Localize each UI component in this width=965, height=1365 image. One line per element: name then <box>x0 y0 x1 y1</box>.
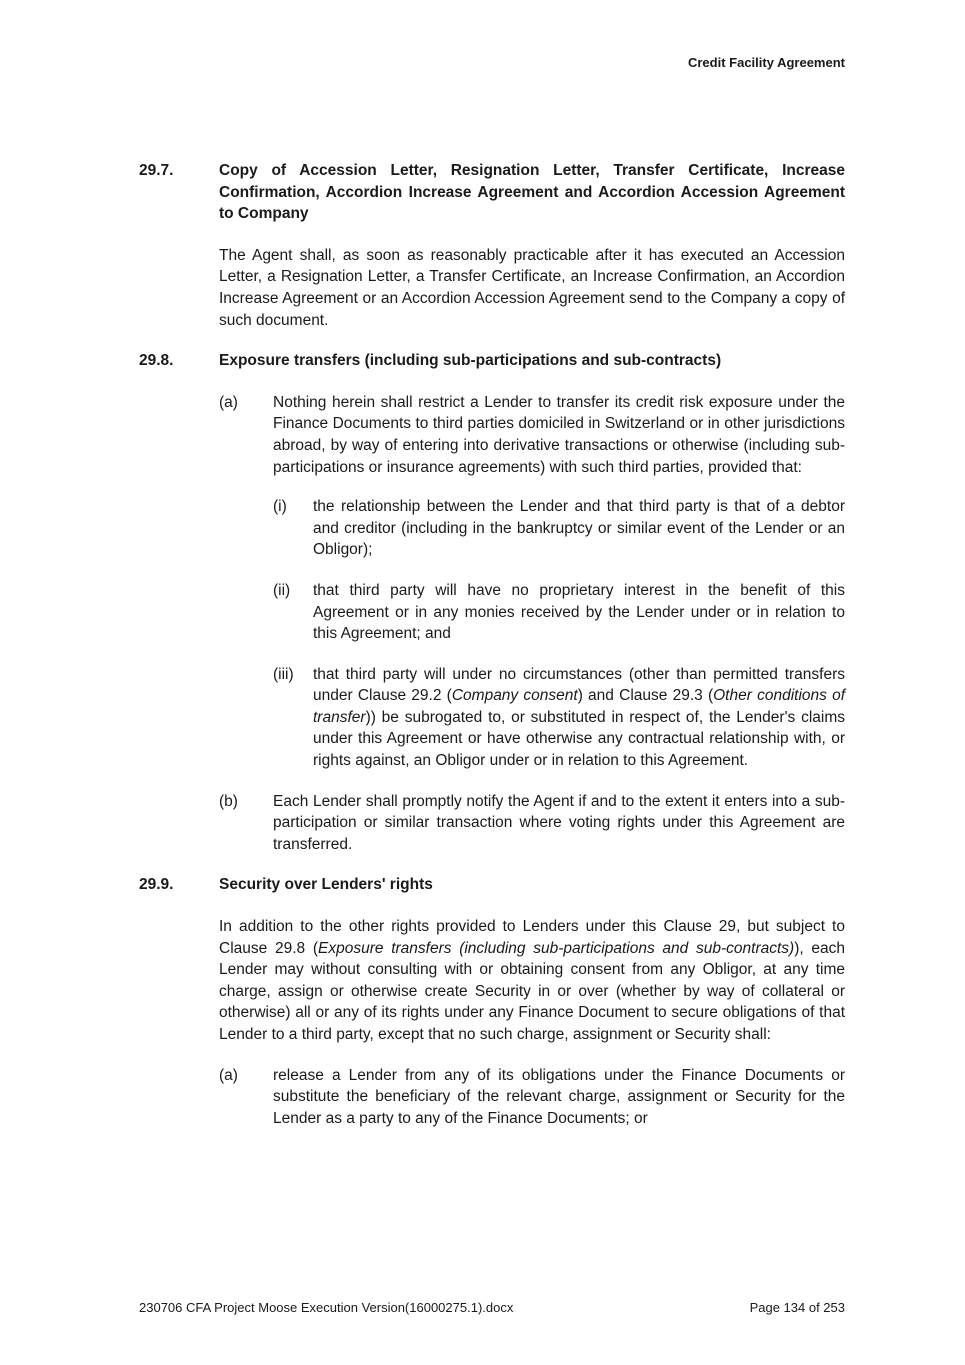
sub-list-item-iii <box>273 664 845 772</box>
list-item-a <box>219 1065 845 1130</box>
section-number: 29.9. <box>139 876 174 894</box>
list-item-text: release a Lender from any of its obligations under the Finance Documents or substitute the beneficiary of the relevant charge, assignment or Security for the Lender as a party to any of the Finance Documents; or <box>273 1066 845 1127</box>
section-number: 29.7. <box>139 162 174 179</box>
sub-list-item-label: (iii) <box>273 665 294 683</box>
document-content <box>139 160 845 1148</box>
list-item-text: Each Lender shall promptly notify the Agent if and to the extent it enters into a sub-participation or similar transaction where voting rights under this Agreement are transferred. <box>273 792 845 853</box>
paragraph: In addition to the other rights provided to Lenders under this Clause 29, but subject to Clause 29.8 (Exposure transfers (including sub-participations and sub-contracts)), each Lender may without consulting with or obtaining consent from any Obligor, at any time charge, assign or otherwise create Security in or over (whether by way of collateral or otherwise) all or any of its rights under any Finance Document to secure obligations of that Lender to a third party, except that no such charge, assignment or Security shall: <box>219 918 845 1043</box>
header-title: Credit Facility Agreement <box>687 55 845 70</box>
section-29-7 <box>139 160 845 331</box>
section-number: 29.8. <box>139 352 174 370</box>
list-item-label: (b) <box>219 792 238 810</box>
section-heading: Exposure transfers (including sub-participations and sub-contracts) <box>219 352 722 370</box>
section-29-8 <box>139 350 845 855</box>
list-item-a <box>219 392 845 772</box>
list-item-label: (a) <box>219 1066 238 1084</box>
sub-list-item-ii <box>273 580 845 645</box>
list-item-label: (a) <box>219 393 238 411</box>
section-heading-row <box>139 874 845 896</box>
sub-list-item-text: that third party will under no circumstances (other than permitted transfers under Clause 29.2 (Company consent) and Clause 29.3 (Other conditions of transfer)) be subrogated to, or substituted in respect of, the Lender's claims under this Agreement or have otherwise any contractual relationship with, or rights against, an Obligor under or in relation to this Agreement. <box>313 665 846 770</box>
sub-list-item-label: (i) <box>273 498 287 516</box>
list-item-b <box>219 791 845 856</box>
paragraph: The Agent shall, as soon as reasonably practicable after it has executed an Accession Letter, a Resignation Letter, a Transfer Certificate, an Increase Confirmation, an Accordion Increase Agreement or an Accordion Accession Agreement send to the Company a copy of such document. <box>219 246 845 329</box>
section-heading-row <box>139 160 845 225</box>
sub-list-item-label: (ii) <box>273 581 291 599</box>
page-header <box>139 54 845 71</box>
list-item-body <box>273 392 845 772</box>
list-item-body <box>273 1065 845 1130</box>
section-heading-row <box>139 350 845 372</box>
footer-page-number: Page 134 of 253 <box>749 1300 845 1315</box>
section-heading: Copy of Accession Letter, Resignation Letter, Transfer Certificate, Increase Confirmation, Accordion Increase Agreement and Accordion Accession Agreement to Company <box>219 162 845 223</box>
list-item-body <box>273 791 845 856</box>
footer-filename: 230706 CFA Project Moose Execution Version(16000275.1).docx <box>139 1300 514 1315</box>
section-heading: Security over Lenders' rights <box>219 876 433 894</box>
sub-list-item-text: that third party will have no proprietary interest in the benefit of this Agreement or in any monies received by the Lender under or in relation to this Agreement; and <box>313 581 845 643</box>
sub-list-item-text: the relationship between the Lender and that third party is that of a debtor and creditor (including in the bankruptcy or similar event of the Lender or an Obligor); <box>313 498 845 559</box>
list-item-text: Nothing herein shall restrict a Lender to transfer its credit risk exposure under the Finance Documents to third parties domiciled in Switzerland or in other jurisdictions abroad, by way of entering into derivative transactions or otherwise (including sub-participations or insurance agreements) with such third parties, provided that: <box>273 393 845 476</box>
sub-list-item-i <box>273 496 845 561</box>
section-29-9 <box>139 874 845 1129</box>
page-footer <box>139 1299 845 1316</box>
